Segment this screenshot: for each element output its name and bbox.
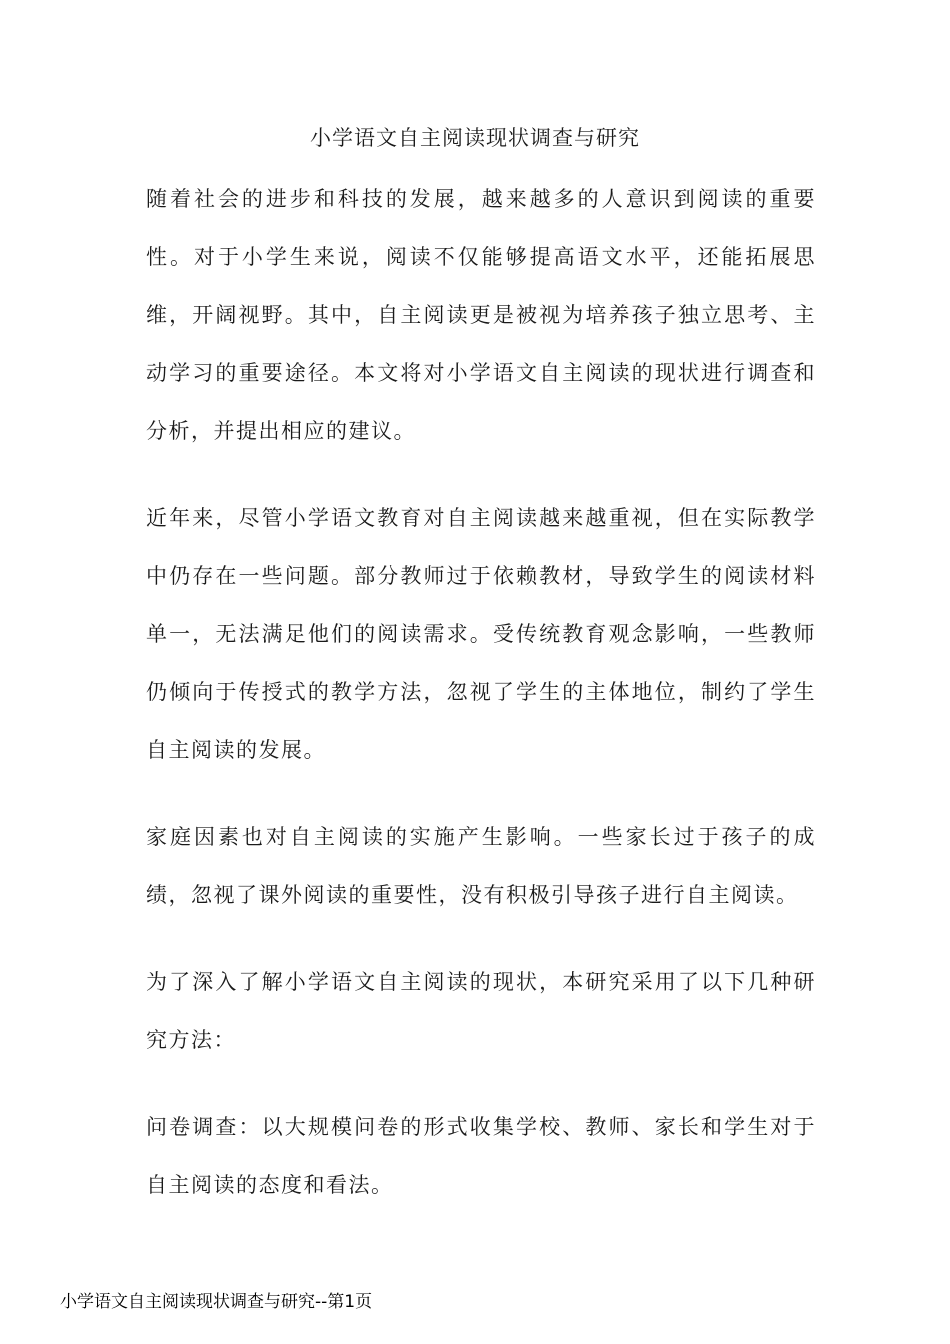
paragraph-methods: 为了深入了解小学语文自主阅读的现状，本研究采用了以下几种研究方法： xyxy=(146,970,816,1052)
page-footer: 小学语文自主阅读现状调查与研究--第1页 xyxy=(60,1292,373,1312)
document-title: 小学语文自主阅读现状调查与研究 xyxy=(310,126,640,150)
document-body xyxy=(146,170,816,1243)
paragraph-intro: 随着社会的进步和科技的发展，越来越多的人意识到阅读的重要性。对于小学生来说，阅读不仅能够提高语文水平，还能拓展思维，开阔视野。其中，自主阅读更是被视为培养孩子独立思考、主动学习的重要途径。本文将对小学语文自主阅读的现状进行调查和分析，并提出相应的建议。 xyxy=(146,187,816,443)
paragraph-family: 家庭因素也对自主阅读的实施产生影响。一些家长过于孩子的成绩，忽视了课外阅读的重要性，没有积极引导孩子进行自主阅读。 xyxy=(146,825,816,907)
paragraph-survey: 问卷调查：以大规模问卷的形式收集学校、教师、家长和学生对于自主阅读的态度和看法。 xyxy=(146,1115,816,1197)
paragraph-problems: 近年来，尽管小学语文教育对自主阅读越来越重视，但在实际教学中仍存在一些问题。部分教师过于依赖教材，导致学生的阅读材料单一，无法满足他们的阅读需求。受传统教育观念影响，一些教师仍倾向于传授式的教学方法，忽视了学生的主体地位，制约了学生自主阅读的发展。 xyxy=(146,506,816,762)
